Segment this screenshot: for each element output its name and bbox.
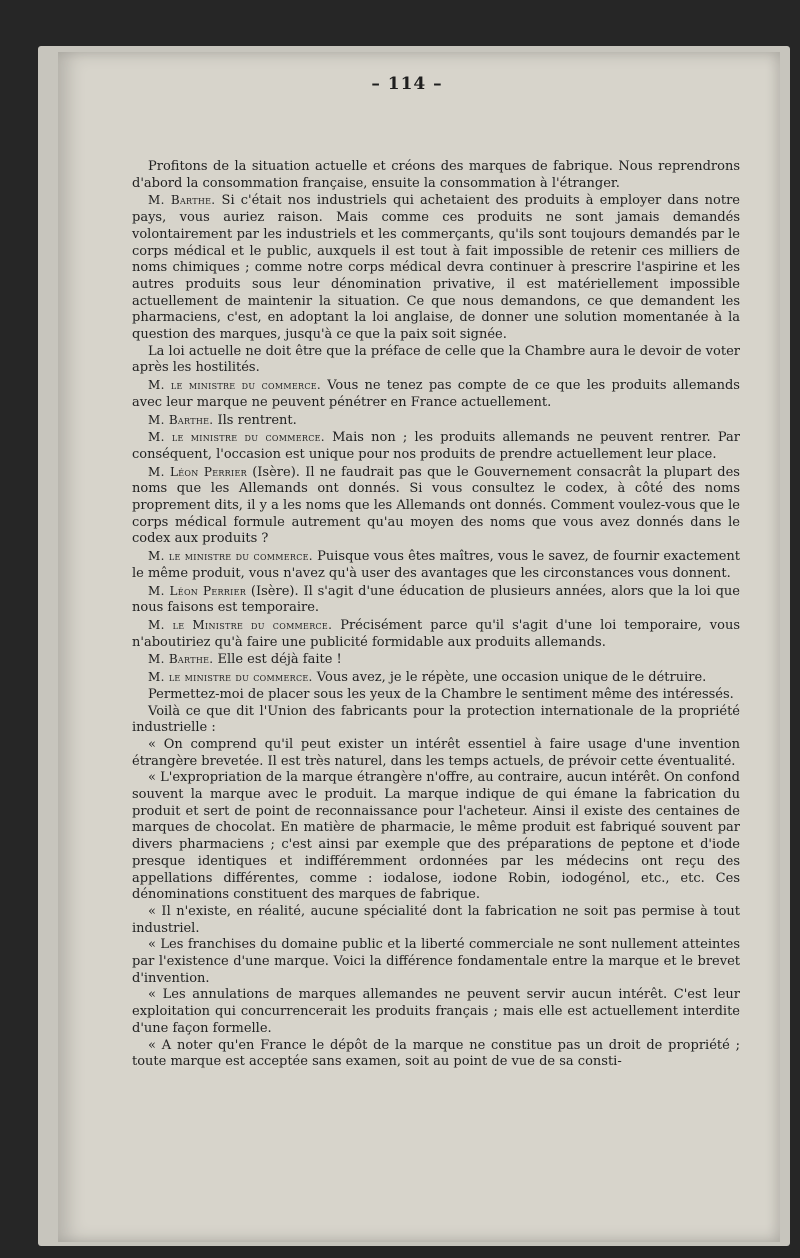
speaker: M. le ministre du commerce. <box>148 670 313 685</box>
paragraph: M. le ministre du commerce. Vous avez, je le répète, une occasion unique de le détruire. <box>148 670 707 686</box>
paragraph: Profitons de la situation actuelle et créons des marques de fabrique. Nous reprendrons d'abord la consommation française, ensuite la consommation à l'étranger. <box>132 159 740 191</box>
speaker: M. le ministre du commerce. <box>148 378 321 393</box>
speaker: M. le ministre du commerce. <box>148 430 325 445</box>
paragraph: « On comprend qu'il peut exister un intérêt essentiel à faire usage d'une invention étrangère brevetée. Il est très naturel, dans les temps actuels, de prévoir cette éventualité. <box>132 736 740 769</box>
body-text <box>132 159 740 1071</box>
paragraph: M. Barthe. Si c'était nos industriels qui achetaient des produits à employer dans notre pays, vous auriez raison. Mais comme ces produits ne sont jamais demandés volontairement par les industriels et les commerçants, qu'ils sont toujours demandés par le corps médical et le public, auxquels il est tout à fait impossible de retenir ces milliers de noms chimiques ; comme notre corps médical devra continuer à prescrire l'aspirine et les autres produits sous leur dénomination privative, il est matériellement impossible actuellement de maintenir la situation. Ce que nous demandons, ce que demandent les pharmaciens, c'est, en adoptant la loi anglaise, de donner une solution momentanée à la question des marques, jusqu'à ce que la paix soit signée. <box>132 193 740 343</box>
speaker: M. le ministre du commerce. <box>148 549 313 564</box>
speaker: M. Léon Perrier <box>148 464 247 479</box>
paragraph: La loi actuelle ne doit être que la préface de celle que la Chambre aura le devoir de voter après les hostilités. <box>132 343 740 376</box>
paragraph: « L'expropriation de la marque étrangère n'offre, au contraire, aucun intérêt. On confond souvent la marque avec le produit. La marque indique de qui émane la fabrication du produit et sert de point de reconnaissance pour l'acheteur. Ainsi il existe des centaines de marques de chocolat. En matière de pharmacie, le même produit est fabriqué souvent par divers pharmaciens ; c'est ainsi par exemple que des préparations de peptone et d'iode presque identiques et indifféremment ordonnées par les médecins ont reçu des appellations différentes, comme : iodalose, iodone Robin, iodogénol, etc., etc. Ces dénominations constituent des marques de fabrique. <box>132 770 740 903</box>
paragraph: M. le Ministre du commerce. Précisément parce qu'il s'agit d'une loi temporaire, vous n'aboutiriez qu'à faire une publicité formidable aux produits allemands. <box>132 617 740 650</box>
paragraph: « Les annulations de marques allemandes ne peuvent servir aucun intérêt. C'est leur exploitation qui concurrencerait les produits français ; mais elle est actuellement interdite d'une façon formelle. <box>132 987 740 1036</box>
paragraph: « Les franchises du domaine public et la liberté commerciale ne sont nullement atteintes par l'existence d'une marque. Voici la différence fondamentale entre la marque et le brevet d'invention. <box>132 937 740 986</box>
speaker: M. Barthe. <box>148 193 216 208</box>
speaker: M. Barthe. <box>148 652 214 667</box>
paragraph: M. Léon Perrier (Isère). Il s'agit d'une éducation de plusieurs années, alors que la loi que nous faisons est temporaire. <box>132 583 740 616</box>
paragraph: Voilà ce que dit l'Union des fabricants pour la protection internationale de la propriété industrielle : <box>132 703 740 736</box>
speaker: M. Barthe. <box>148 412 214 427</box>
paragraph: Permettez-moi de placer sous les yeux de la Chambre le sentiment même des intéressés. <box>148 686 734 702</box>
speaker: M. Léon Perrier <box>148 583 247 598</box>
paragraph: M. Barthe. Elle est déjà faite ! <box>148 652 342 668</box>
page-number: – 114 – <box>371 74 443 94</box>
paragraph: « Il n'existe, en réalité, aucune spécialité dont la fabrication ne soit pas permise à tout industriel. <box>132 903 740 936</box>
paragraph: M. le ministre du commerce. Mais non ; les produits allemands ne peuvent rentrer. Par conséquent, l'occasion est unique pour nos produits de prendre actuellement leur place. <box>132 430 740 462</box>
speaker: M. le Ministre du commerce. <box>148 617 333 632</box>
paragraph: M. le ministre du commerce. Vous ne tenez pas compte de ce que les produits allemands avec leur marque ne peuvent pénétrer en France actuellement. <box>132 378 740 410</box>
paragraph: M. Barthe. Ils rentrent. <box>148 412 297 428</box>
paragraph: « A noter qu'en France le dépôt de la marque ne constitue pas un droit de propriété ; toute marque est acceptée sans examen, soit au point de vue de sa consti- <box>132 1037 740 1070</box>
paragraph: M. Léon Perrier (Isère). Il ne faudrait pas que le Gouvernement consacrât la plupart des noms que les Allemands ont donnés. Si vous consultez le codex, à côté des noms proprement dits, il y a les noms que les Allemands ont donnés. Comment voulez-vous que le corps médical formule autrement qu'au moyen des noms que vous avez donnés dans le codex aux produits ? <box>132 464 740 547</box>
paragraph: M. le ministre du commerce. Puisque vous êtes maîtres, vous le savez, de fournir exactement le même produit, vous n'avez qu'à user des avantages que les circonstances vous donnent. <box>132 549 740 581</box>
